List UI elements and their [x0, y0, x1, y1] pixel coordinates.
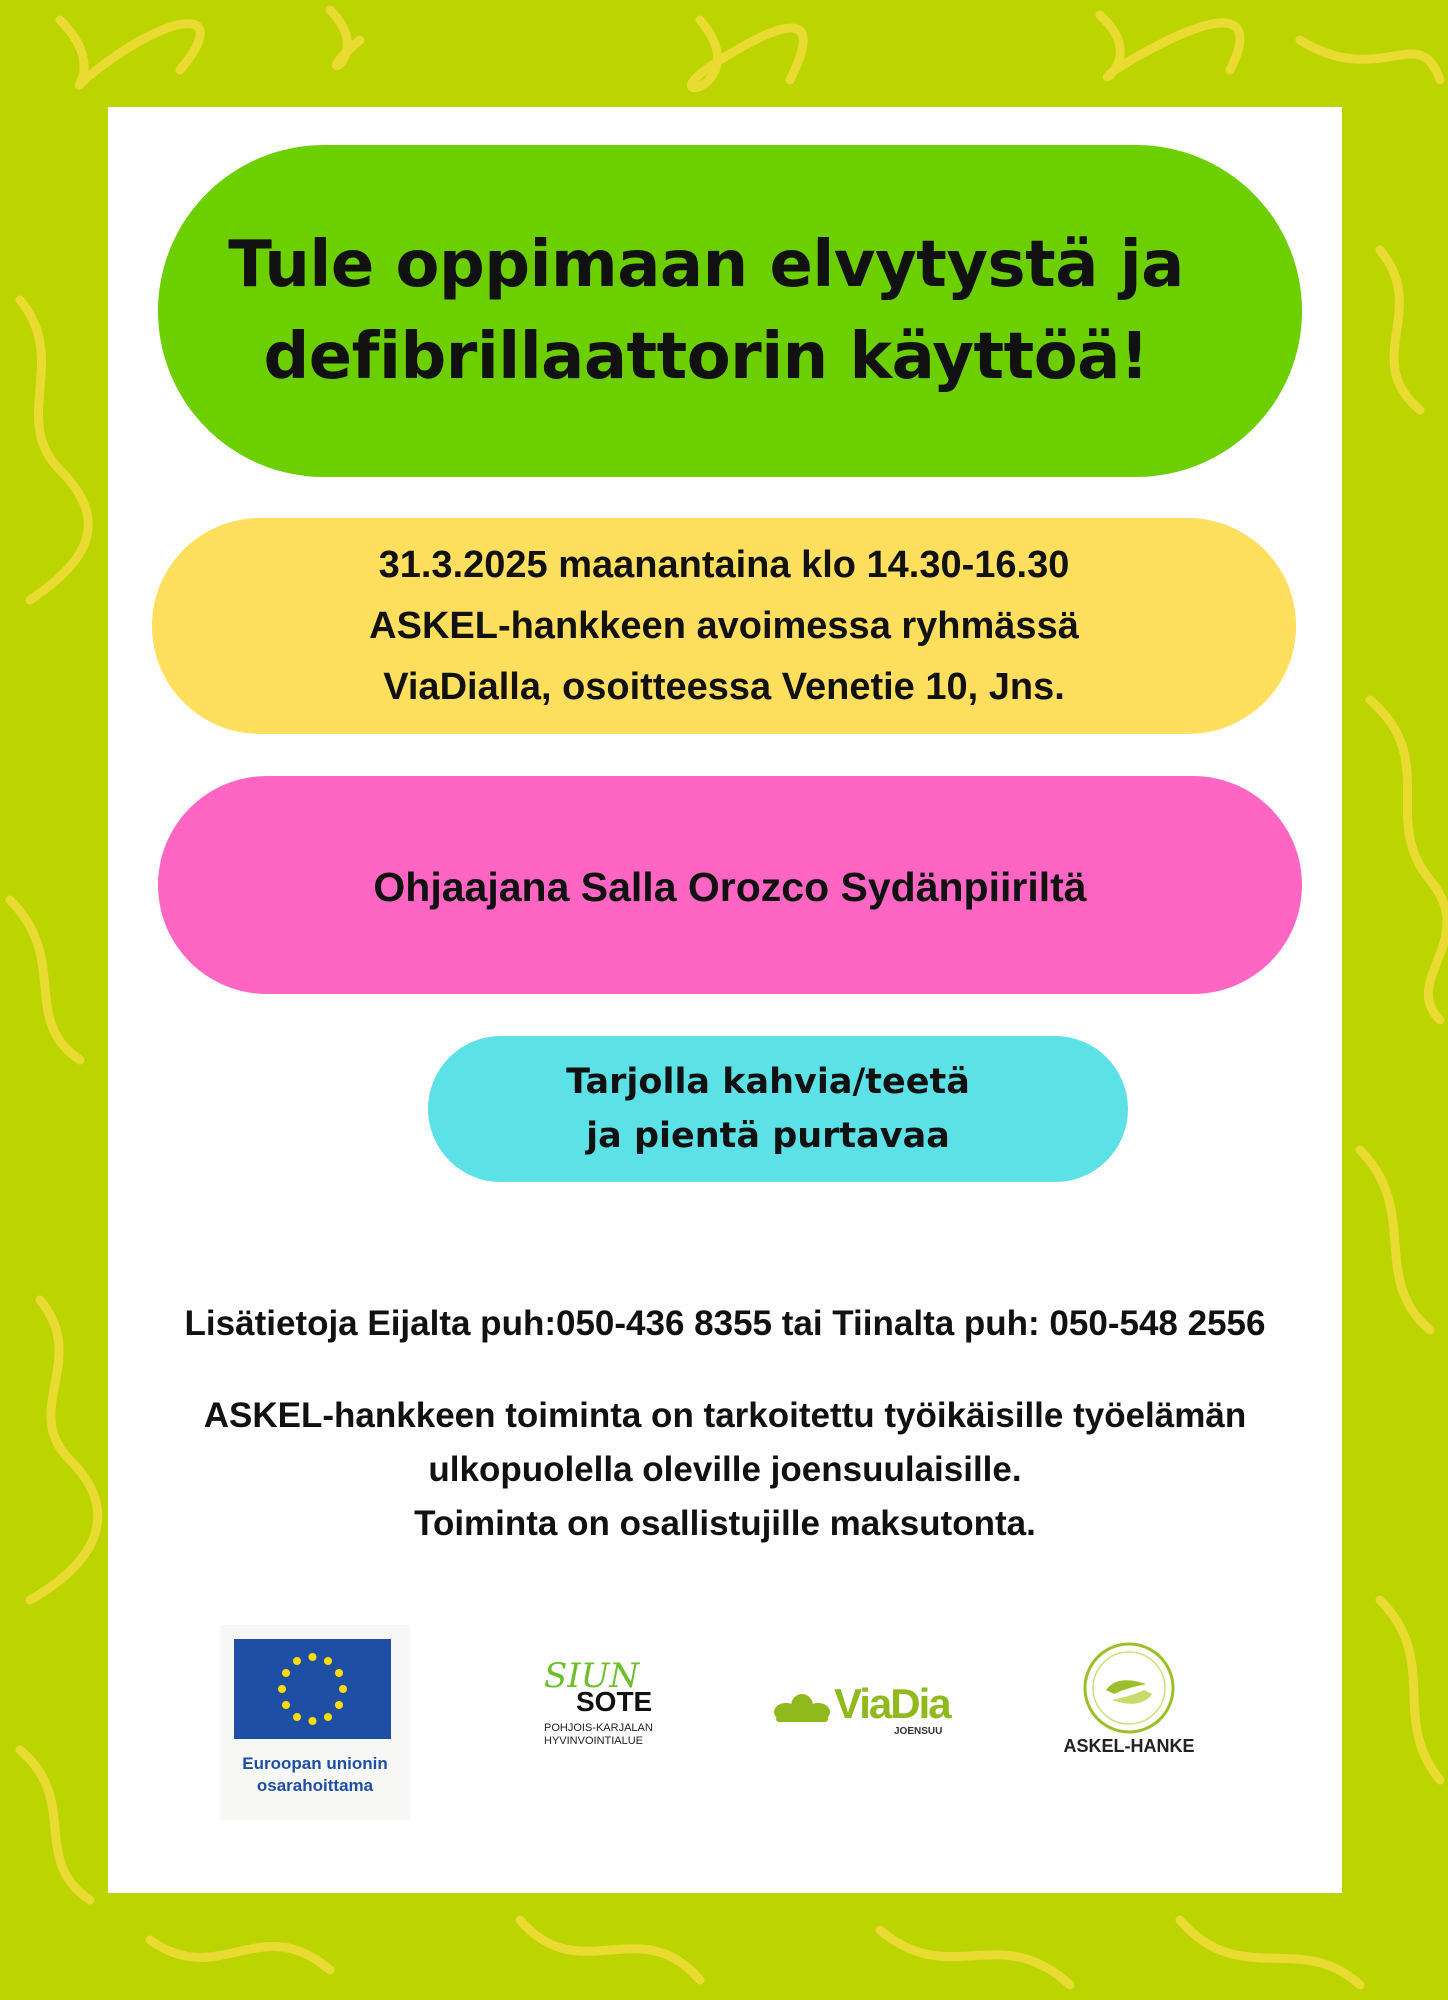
event-address: ViaDialla, osoitteessa Venetie 10, Jns. [383, 665, 1065, 708]
viadia-logo [772, 1680, 950, 1740]
event-group: ASKEL-hankkeen avoimessa ryhmässä [369, 604, 1079, 647]
purpose-line-3: Toiminta on osallistujille maksutonta. [414, 1504, 1036, 1543]
siun-sote-name: SOTE [576, 1686, 653, 1717]
refreshments-banner [428, 1036, 1128, 1182]
siun-script-text: SIUN [544, 1656, 640, 1696]
eu-flag-icon [234, 1639, 391, 1739]
headline [228, 219, 1184, 403]
headline-line-1: Tule oppimaan elvytystä ja [228, 228, 1184, 302]
event-date-time: 31.3.2025 maanantaina klo 14.30-16.30 [378, 543, 1070, 586]
poster-card [108, 107, 1342, 1893]
contact-info: Lisätietoja Eijalta puh:050-436 8355 tai Tiinalta puh: 050-548 2556 [184, 1304, 1266, 1343]
viadia-name: ViaDia [834, 1680, 950, 1727]
refreshments-line-2: ja pientä purtavaa [586, 1116, 950, 1156]
viadia-city: JOENSUU [894, 1726, 943, 1737]
headline-banner [158, 145, 1302, 477]
eu-text-line-2: osarahoittama [256, 1776, 374, 1795]
askel-name: ASKEL-HANKE [1063, 1736, 1195, 1756]
purpose-line-1: ASKEL-hankkeen toiminta on tarkoitettu työikäisille työelämän [203, 1396, 1247, 1435]
eu-text-line-1: Euroopan unionin [242, 1754, 388, 1773]
eu-logo [220, 1625, 410, 1820]
siun-sub-line-1: POHJOIS-KARJALAN [544, 1722, 653, 1734]
sponsor-logos [108, 1612, 1342, 1802]
purpose-line-2: ulkopuolella oleville joensuulaisille. [428, 1450, 1022, 1489]
headline-line-2: defibrillaattorin käyttöä! [263, 320, 1149, 394]
project-purpose [108, 1389, 1342, 1551]
siun-sub-line-2: HYVINVOINTIALUE [544, 1735, 644, 1747]
askel-emblem-icon [1054, 1636, 1204, 1736]
siun-sote-logo [544, 1656, 664, 1746]
event-info-banner [152, 518, 1296, 734]
refreshments-line-1: Tarjolla kahvia/teetä [566, 1062, 970, 1102]
instructor-text: Ohjaajana Salla Orozco Sydänpiiriltä [373, 863, 1087, 910]
viadia-flower-icon [772, 1686, 832, 1726]
instructor-banner [158, 776, 1302, 994]
askel-hanke-logo [1054, 1636, 1204, 1766]
